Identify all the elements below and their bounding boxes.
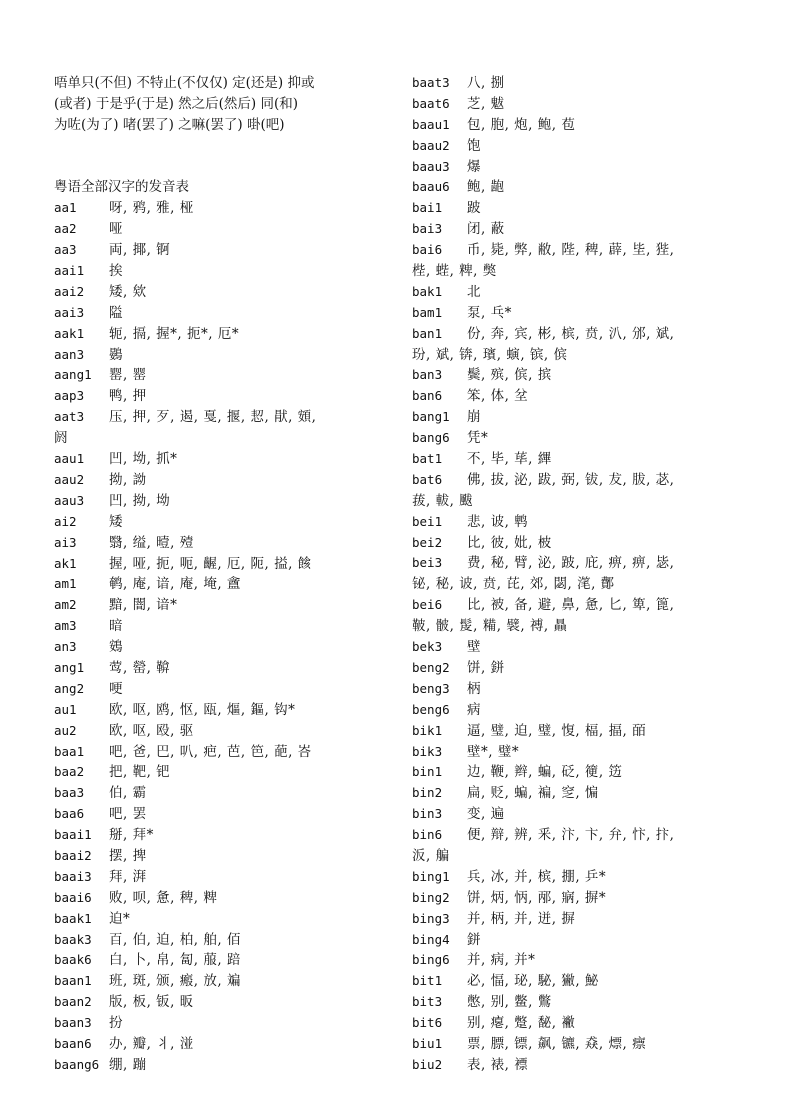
character-list: 币, 毙, 弊, 敝, 陛, 稗, 薜, 坒, 狴, <box>467 242 675 259</box>
character-list: 比, 被, 备, 避, 鼻, 惫, 匕, 箄, 篦, <box>467 597 675 614</box>
left-column <box>54 73 394 1076</box>
character-list: 菝, 軷, 颰 <box>412 492 474 509</box>
jyutping-code: bik1 <box>412 722 443 738</box>
jyutping-code: beng3 <box>412 680 450 696</box>
jyutping-code: bam1 <box>412 304 443 320</box>
character-list: 罂, 罂 <box>109 367 147 384</box>
character-list: 鬓, 殡, 傧, 摈 <box>467 367 552 384</box>
pronunciation-row <box>412 762 752 783</box>
character-list: 败, 呗, 惫, 稗, 粺 <box>109 889 218 906</box>
character-list: 闭, 蔽 <box>467 221 505 238</box>
character-list: 北 <box>467 283 481 300</box>
jyutping-code: baai6 <box>54 889 92 905</box>
jyutping-code: baau3 <box>412 158 450 174</box>
character-list: 翳, 缢, 曀, 殪 <box>109 534 194 551</box>
pronunciation-row <box>54 721 394 742</box>
character-list: 百, 伯, 迫, 柏, 舶, 佰 <box>109 931 241 948</box>
pronunciation-row <box>412 742 752 763</box>
jyutping-code: aak1 <box>54 325 85 341</box>
character-list: 矮 <box>109 513 123 530</box>
pronunciation-row <box>412 909 752 930</box>
character-list: 笨, 体, 坌 <box>467 388 529 405</box>
character-list: 握, 哑, 扼, 呃, 齷, 厄, 阨, 搤, 餩 <box>109 555 312 572</box>
jyutping-code: aat3 <box>54 409 85 425</box>
jyutping-code: ban1 <box>412 325 443 341</box>
jyutping-code: bak1 <box>412 283 443 299</box>
pronunciation-row <box>412 783 752 804</box>
character-list: 吧, 罢 <box>109 806 147 823</box>
jyutping-code: bai6 <box>412 242 443 258</box>
character-list: 芝, 魃 <box>467 95 505 112</box>
pronunciation-row <box>412 491 752 512</box>
jyutping-code: baat3 <box>412 75 450 90</box>
jyutping-code: aau2 <box>54 471 85 487</box>
character-list: 白, 卜, 帛, 匐, 菔, 踣 <box>109 952 241 969</box>
jyutping-code: beng2 <box>412 659 450 675</box>
character-list: 隘 <box>109 304 123 321</box>
pronunciation-row <box>412 261 752 282</box>
character-list: 便, 辩, 辨, 釆, 汴, 卞, 弁, 忭, 抃, <box>467 827 675 844</box>
jyutping-code: ban6 <box>412 388 443 404</box>
spacer <box>54 136 394 178</box>
pronunciation-row <box>412 658 752 679</box>
character-list: 拜, 湃 <box>109 868 147 885</box>
character-list: 呀, 鸦, 雅, 桠 <box>109 200 194 217</box>
pronunciation-row <box>54 867 394 888</box>
pronunciation-row <box>412 1055 752 1076</box>
pronunciation-row <box>412 1013 752 1034</box>
pronunciation-row <box>412 553 752 574</box>
character-list: 鸭, 押 <box>109 388 147 405</box>
pronunciation-row <box>412 846 752 867</box>
character-list: 别, 瘪, 蹩, 馝, 襒 <box>467 1015 576 1032</box>
jyutping-code: baak1 <box>54 910 92 926</box>
character-list: 凹, 坳, 抓* <box>109 451 178 468</box>
character-list: 黯, 闇, 谙* <box>109 597 178 614</box>
pronunciation-row <box>54 888 394 909</box>
character-list: 兵, 冰, 并, 槟, 掤, 乒* <box>467 868 607 885</box>
jyutping-code: aan3 <box>54 346 85 362</box>
character-list: 票, 膘, 镖, 飙, 镳, 猋, 熛, 瘭 <box>467 1035 647 1052</box>
character-list: 鞁, 骳, 髲, 糒, 襞, 禣, 贔 <box>412 618 568 635</box>
jyutping-code: au1 <box>54 701 77 717</box>
jyutping-code: am3 <box>54 618 77 634</box>
character-list: 鷃 <box>109 346 123 363</box>
jyutping-code: baak6 <box>54 952 92 968</box>
pronunciation-row <box>412 136 752 157</box>
pronunciation-row <box>412 637 752 658</box>
jyutping-code: bit3 <box>412 994 443 1010</box>
pronunciation-row <box>412 930 752 951</box>
pronunciation-row <box>54 971 394 992</box>
jyutping-code: aa3 <box>54 242 77 258</box>
jyutping-code: baa1 <box>54 743 85 759</box>
character-list: 铋, 秘, 诐, 贲, 芘, 郊, 閟, 滗, 鄪 <box>412 576 615 593</box>
jyutping-code: baan1 <box>54 973 92 989</box>
pronunciation-row <box>54 846 394 867</box>
character-list: 轭, 搹, 握*, 扼*, 厄* <box>109 325 240 342</box>
jyutping-code: bang6 <box>412 430 450 446</box>
pronunciation-row <box>412 595 752 616</box>
character-list: 梐, 蜌, 粺, 獘 <box>412 263 497 280</box>
character-list: 扮 <box>109 1015 123 1032</box>
character-list: 暗 <box>109 618 123 635</box>
character-list: 凭* <box>467 430 489 447</box>
character-list: 班, 斑, 颁, 瘢, 放, 斒 <box>109 973 241 990</box>
character-list: 扁, 贬, 蝙, 褊, 窆, 惼 <box>467 785 599 802</box>
pronunciation-row <box>54 950 394 971</box>
jyutping-code: baan2 <box>54 994 92 1010</box>
jyutping-code: baa6 <box>54 806 85 822</box>
character-list: 八, 捌 <box>467 75 505 91</box>
jyutping-code: bai1 <box>412 200 443 216</box>
pronunciation-row <box>54 992 394 1013</box>
jyutping-code: bat1 <box>412 451 443 467</box>
jyutping-code: bin3 <box>412 806 443 822</box>
pronunciation-row <box>412 888 752 909</box>
intro-line-1: 唔单只(不但) 不特止(不仅仅) 定(还是) 抑或 <box>54 75 315 91</box>
pronunciation-row <box>54 595 394 616</box>
jyutping-code: ak1 <box>54 555 77 571</box>
jyutping-code: bing3 <box>412 910 450 926</box>
jyutping-code: aai3 <box>54 304 85 320</box>
pronunciation-row <box>54 512 394 533</box>
pronunciation-row <box>54 407 394 428</box>
jyutping-code: bek3 <box>412 639 443 655</box>
character-list: 泵, 乓* <box>467 304 512 321</box>
character-list: 饱 <box>467 137 481 154</box>
character-list: 悲, 诐, 鹎 <box>467 513 529 530</box>
character-list: 凹, 拗, 坳 <box>109 492 171 509</box>
pronunciation-row <box>54 679 394 700</box>
character-list: 掰, 拜* <box>109 827 154 844</box>
character-list: 憋, 别, 鳖, 鷩 <box>467 994 552 1011</box>
pronunciation-row <box>412 115 752 136</box>
pronunciation-row <box>54 470 394 491</box>
character-list: 必, 愊, 珌, 駜, 獙, 鮅 <box>467 973 599 990</box>
character-list: 爆 <box>467 158 481 175</box>
character-list: 欧, 呕, 鸥, 怄, 瓯, 熰, 鏂, 钩* <box>109 701 296 718</box>
character-list: 跛 <box>467 200 481 217</box>
pronunciation-row <box>54 930 394 951</box>
character-list: 版, 板, 钣, 昄 <box>109 994 194 1011</box>
jyutping-code: bei2 <box>412 534 443 550</box>
jyutping-code: au2 <box>54 722 77 738</box>
pronunciation-row <box>412 1034 752 1055</box>
jyutping-code: bin2 <box>412 785 443 801</box>
jyutping-code: bin1 <box>412 764 443 780</box>
pronunciation-row <box>54 324 394 345</box>
character-list: 鴳 <box>109 639 123 656</box>
pronunciation-row <box>412 428 752 449</box>
jyutping-code: aa2 <box>54 221 77 237</box>
pronunciation-row <box>54 303 394 324</box>
character-list: 汳, 艑 <box>412 847 450 864</box>
jyutping-code: ai2 <box>54 513 77 529</box>
jyutping-code: baai2 <box>54 847 92 863</box>
jyutping-code: bin6 <box>412 827 443 843</box>
pronunciation-row <box>412 971 752 992</box>
jyutping-code: bei6 <box>412 597 443 613</box>
jyutping-code: bit1 <box>412 973 443 989</box>
character-list: 柄 <box>467 680 481 697</box>
character-list: 摆, 捭 <box>109 847 147 864</box>
intro-line-2: (或者) 于是乎(于是) 然之后(然后) 同(和) <box>54 95 299 112</box>
character-list: 绷, 蹦 <box>109 1056 147 1073</box>
character-list: 玢, 斌, 锛, 璸, 螾, 镔, 傧 <box>412 346 568 363</box>
character-list: 拗, 詏 <box>109 471 147 488</box>
pronunciation-row <box>412 616 752 637</box>
pronunciation-row <box>54 386 394 407</box>
pronunciation-row <box>54 574 394 595</box>
pronunciation-row <box>412 804 752 825</box>
pronunciation-row <box>412 574 752 595</box>
pronunciation-row <box>54 219 394 240</box>
jyutping-code: baa3 <box>54 785 85 801</box>
character-list: 莺, 罃, 鞥 <box>109 659 171 676</box>
pronunciation-row <box>54 533 394 554</box>
character-list: 并, 病, 并* <box>467 952 536 969</box>
pronunciation-row <box>412 219 752 240</box>
jyutping-code: bing2 <box>412 889 450 905</box>
character-list: 矮, 欸 <box>109 283 147 300</box>
pronunciation-row <box>54 198 394 219</box>
jyutping-code: bang1 <box>412 409 450 425</box>
pronunciation-row <box>412 449 752 470</box>
pronunciation-row <box>412 177 752 198</box>
character-list: 包, 胞, 炮, 鲍, 苞 <box>467 116 576 133</box>
jyutping-code: baan3 <box>54 1015 92 1031</box>
jyutping-code: baak3 <box>54 931 92 947</box>
pronunciation-row <box>412 282 752 303</box>
pronunciation-row <box>54 1013 394 1034</box>
character-list: 办, 瓣, 丬, 湴 <box>109 1035 194 1052</box>
jyutping-code: bik3 <box>412 743 443 759</box>
pronunciation-row <box>54 637 394 658</box>
pronunciation-row <box>412 73 752 94</box>
jyutping-code: bat6 <box>412 471 443 487</box>
jyutping-code: aai1 <box>54 263 85 279</box>
jyutping-code: bai3 <box>412 221 443 237</box>
character-list: 变, 遍 <box>467 806 505 823</box>
pronunciation-row <box>412 825 752 846</box>
pronunciation-row <box>54 762 394 783</box>
jyutping-code: beng6 <box>412 701 450 717</box>
pronunciation-row <box>412 94 752 115</box>
pronunciation-row <box>54 282 394 303</box>
pronunciation-row <box>412 700 752 721</box>
character-list: 阏 <box>54 430 68 447</box>
jyutping-code: aang1 <box>54 367 92 383</box>
jyutping-code: aau1 <box>54 451 85 467</box>
jyutping-code: aap3 <box>54 388 85 404</box>
character-list: 挨 <box>109 263 123 280</box>
jyutping-code: bit6 <box>412 1015 443 1031</box>
pronunciation-row <box>412 867 752 888</box>
jyutping-code: ai3 <box>54 534 77 550</box>
character-list: 费, 秘, 臂, 泌, 跛, 庇, 痹, 痹, 毖, <box>467 555 675 572</box>
character-list: 把, 靶, 钯 <box>109 764 171 781</box>
pronunciation-row <box>412 992 752 1013</box>
jyutping-code: baai3 <box>54 868 92 884</box>
character-list: 哑 <box>109 221 123 238</box>
character-list: 欧, 呕, 殴, 驱 <box>109 722 194 739</box>
pronunciation-row <box>54 554 394 575</box>
jyutping-code: baat6 <box>412 95 450 111</box>
pronunciation-row <box>54 365 394 386</box>
pronunciation-row <box>412 533 752 554</box>
pronunciation-row <box>412 157 752 178</box>
jyutping-code: aa1 <box>54 200 77 216</box>
jyutping-code: biu1 <box>412 1035 443 1051</box>
character-list: 両, 揶, 锕 <box>109 242 171 259</box>
character-list: 壁*, 璧* <box>467 743 520 760</box>
pronunciation-row <box>54 658 394 679</box>
jyutping-code: baang6 <box>54 1056 100 1072</box>
pronunciation-row <box>54 491 394 512</box>
jyutping-code: bing6 <box>412 952 450 968</box>
jyutping-code: baau1 <box>412 116 450 132</box>
jyutping-code: bei3 <box>412 555 443 571</box>
pronunciation-row <box>412 470 752 491</box>
character-list: 并, 柄, 并, 迸, 摒 <box>467 910 576 927</box>
character-list: 鉼 <box>467 931 481 948</box>
jyutping-code: am2 <box>54 597 77 613</box>
jyutping-code: baa2 <box>54 764 85 780</box>
pronunciation-row <box>54 1055 394 1076</box>
pronunciation-row <box>54 1034 394 1055</box>
pronunciation-row <box>412 679 752 700</box>
character-list: 不, 毕, 荜, 縪 <box>467 451 552 468</box>
pronunciation-row <box>54 449 394 470</box>
pronunciation-row <box>412 950 752 971</box>
pronunciation-row <box>412 198 752 219</box>
right-pronunciation-list <box>412 73 752 1076</box>
pronunciation-row <box>412 721 752 742</box>
jyutping-code: ang1 <box>54 659 85 675</box>
left-pronunciation-list <box>54 198 394 1075</box>
jyutping-code: bing4 <box>412 931 450 947</box>
jyutping-code: bei1 <box>412 513 443 529</box>
pronunciation-row <box>54 909 394 930</box>
jyutping-code: ban3 <box>412 367 443 383</box>
pronunciation-row <box>54 742 394 763</box>
pronunciation-row <box>54 428 394 449</box>
character-list: 壁 <box>467 639 481 656</box>
character-list: 吧, 爸, 巴, 叭, 疤, 芭, 笆, 葩, 峇 <box>109 743 312 760</box>
character-list: 迫* <box>109 910 131 927</box>
jyutping-code: baai1 <box>54 827 92 843</box>
character-list: 鲍, 龅 <box>467 179 505 196</box>
character-list: 鹌, 庵, 谙, 庵, 埯, 盦 <box>109 576 241 593</box>
jyutping-code: aau3 <box>54 492 85 508</box>
character-list: 崩 <box>467 409 481 426</box>
character-list: 伯, 霸 <box>109 785 147 802</box>
jyutping-code: am1 <box>54 576 77 592</box>
pronunciation-row <box>54 804 394 825</box>
character-list: 哽 <box>109 680 123 697</box>
character-list: 病 <box>467 701 481 718</box>
pronunciation-row <box>54 783 394 804</box>
right-column <box>412 73 752 1076</box>
pronunciation-row <box>412 240 752 261</box>
character-list: 压, 押, 歹, 遏, 戛, 揠, 恝, 猒, 頞, <box>109 409 317 426</box>
character-list: 份, 奔, 宾, 彬, 槟, 贲, 汃, 邠, 斌, <box>467 325 675 342</box>
jyutping-code: aai2 <box>54 283 85 299</box>
pronunciation-row <box>54 825 394 846</box>
jyutping-code: biu2 <box>412 1056 443 1072</box>
document-title: 粤语全部汉字的发音表 <box>54 179 189 196</box>
jyutping-code: an3 <box>54 639 77 655</box>
jyutping-code: baau6 <box>412 179 450 195</box>
jyutping-code: baau2 <box>412 137 450 153</box>
pronunciation-row <box>412 512 752 533</box>
intro-line-3: 为咗(为了) 啫(罢了) 之嘛(罢了) 啩(吧) <box>54 116 285 133</box>
jyutping-code: ang2 <box>54 680 85 696</box>
pronunciation-row <box>412 407 752 428</box>
pronunciation-row <box>54 700 394 721</box>
pronunciation-row <box>412 365 752 386</box>
pronunciation-row <box>412 303 752 324</box>
pronunciation-row <box>412 324 752 345</box>
pronunciation-row <box>412 345 752 366</box>
character-list: 边, 鞭, 辫, 蝙, 砭, 箯, 笾 <box>467 764 623 781</box>
character-list: 比, 彼, 妣, 柀 <box>467 534 552 551</box>
character-list: 饼, 鉼 <box>467 659 505 676</box>
character-list: 逼, 璧, 迫, 璧, 愎, 楅, 揊, 皕 <box>467 722 647 739</box>
pronunciation-row <box>54 345 394 366</box>
pronunciation-row <box>54 616 394 637</box>
character-list: 饼, 炳, 怲, 邴, 寎, 摒* <box>467 889 607 906</box>
jyutping-code: baan6 <box>54 1035 92 1051</box>
pronunciation-row <box>412 386 752 407</box>
jyutping-code: bing1 <box>412 868 450 884</box>
pronunciation-row <box>54 240 394 261</box>
pronunciation-row <box>54 261 394 282</box>
character-list: 佛, 拔, 泌, 跋, 弼, 钹, 犮, 胈, 苾, <box>467 471 675 488</box>
character-list: 表, 裱, 褾 <box>467 1056 529 1073</box>
